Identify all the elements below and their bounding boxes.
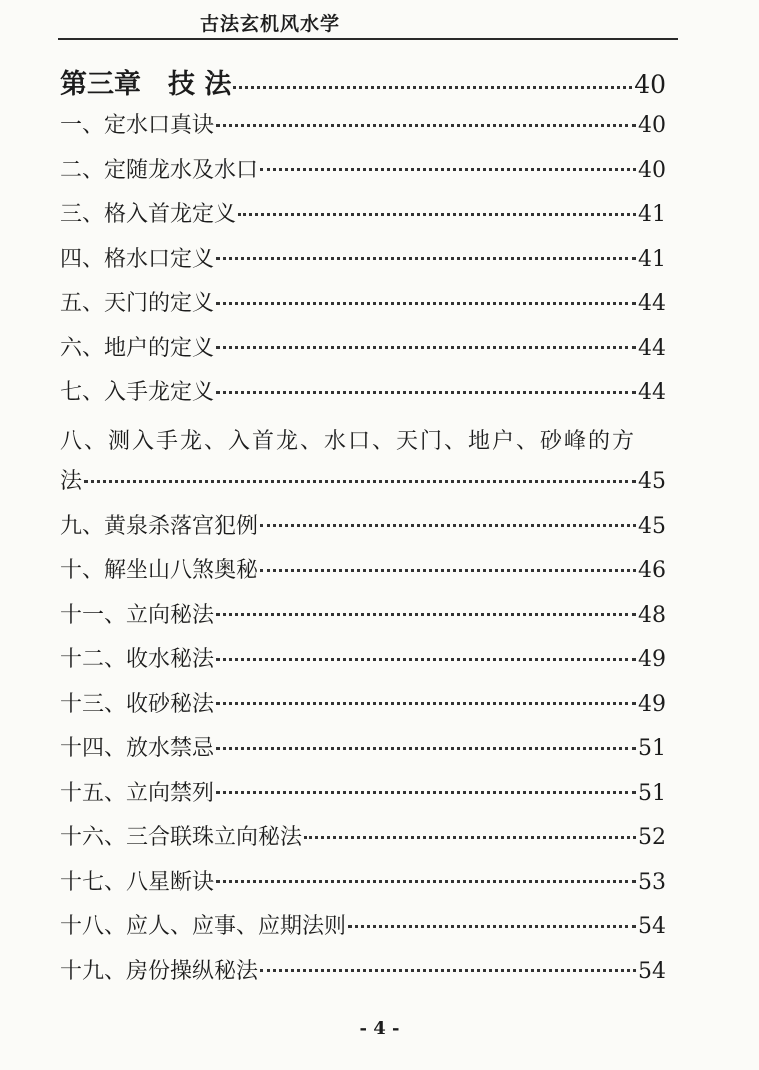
toc-entry-page: 44 — [638, 335, 666, 361]
table-of-contents — [60, 62, 666, 998]
dot-leader — [216, 791, 636, 794]
toc-entry-label: 十五、立向禁列 — [60, 780, 215, 806]
dot-leader — [216, 702, 636, 705]
toc-entry-label: 四、格水口定义 — [60, 246, 215, 272]
toc-entry-page: 48 — [638, 602, 666, 628]
chapter-title: 第三章 技 法 — [60, 69, 232, 100]
toc-entry-page: 53 — [638, 869, 666, 895]
toc-entry-page: 45 — [638, 513, 666, 539]
toc-entry[interactable] — [60, 776, 666, 821]
toc-entry-page: 51 — [638, 736, 666, 761]
dot-leader — [216, 124, 636, 127]
dot-leader — [260, 569, 636, 572]
dot-leader — [260, 168, 636, 171]
running-header — [58, 0, 678, 40]
toc-entry[interactable] — [60, 509, 666, 554]
chapter-page: 40 — [634, 70, 666, 99]
dot-leader — [216, 747, 636, 750]
toc-entry[interactable] — [60, 197, 666, 242]
toc-entry[interactable] — [60, 153, 666, 198]
toc-entry-label: 十二、收水秘法 — [60, 647, 215, 672]
toc-entry-page: 44 — [638, 291, 666, 316]
chapter-heading[interactable] — [60, 62, 666, 108]
dot-leader — [238, 213, 636, 216]
toc-entry[interactable] — [60, 954, 666, 999]
toc-entry-wrapped[interactable] — [60, 420, 666, 509]
toc-entry[interactable] — [60, 731, 666, 776]
toc-entry-label: 三、格入首龙定义 — [60, 202, 237, 227]
toc-entry[interactable] — [60, 820, 666, 865]
toc-entry-label: 十七、八星断诀 — [60, 869, 215, 895]
toc-entry-page: 40 — [638, 157, 666, 183]
toc-entry[interactable] — [60, 242, 666, 287]
book-title: 古法玄机风水学 — [200, 13, 341, 35]
toc-entry[interactable] — [60, 642, 666, 687]
toc-entry-page: 45 — [638, 469, 666, 494]
toc-entry[interactable] — [60, 909, 666, 954]
toc-entry-label-line1: 八、测入手龙、入首龙、水口、天门、地户、砂峰的方 — [60, 428, 637, 454]
toc-entry-page: 49 — [638, 691, 666, 717]
dot-leader — [304, 836, 636, 839]
toc-entry-label: 六、地户的定义 — [60, 335, 215, 361]
toc-entry-page: 52 — [638, 825, 666, 850]
toc-entry-label: 十六、三合联珠立向秘法 — [60, 825, 303, 850]
toc-entry-page: 54 — [638, 958, 666, 984]
toc-entry-label: 十三、收砂秘法 — [60, 691, 215, 717]
toc-entry-label: 十四、放水禁忌 — [60, 736, 215, 761]
toc-entry-label: 二、定随龙水及水口 — [60, 157, 259, 183]
toc-entry-label: 十九、房份操纵秘法 — [60, 958, 259, 984]
page-number: - 4 - — [359, 1018, 400, 1039]
toc-entry-label: 七、入手龙定义 — [60, 380, 215, 405]
toc-entry[interactable] — [60, 553, 666, 598]
toc-entry-page: 54 — [638, 914, 666, 939]
toc-entry-label: 十八、应人、应事、应期法则 — [60, 914, 347, 939]
dot-leader — [216, 302, 636, 305]
toc-entry[interactable] — [60, 331, 666, 376]
toc-entry-page: 49 — [638, 647, 666, 672]
toc-entry-page: 40 — [638, 113, 666, 138]
toc-entry-page: 44 — [638, 380, 666, 405]
toc-entry-page: 41 — [638, 202, 666, 227]
toc-entry[interactable] — [60, 865, 666, 910]
dot-leader — [216, 391, 636, 394]
toc-entry-page: 46 — [638, 558, 666, 583]
dot-leader — [84, 480, 636, 483]
dot-leader — [348, 925, 636, 928]
toc-entry-label-line2: 法 — [60, 469, 83, 494]
dot-leader — [233, 86, 632, 89]
toc-entry-label: 十、解坐山八煞奥秘 — [60, 558, 259, 583]
dot-leader — [216, 880, 636, 883]
toc-entry-label: 九、黄泉杀落宫犯例 — [60, 513, 259, 539]
toc-entry[interactable] — [60, 286, 666, 331]
dot-leader — [260, 969, 636, 972]
toc-entry[interactable] — [60, 375, 666, 420]
toc-entry-label: 一、定水口真诀 — [60, 113, 215, 138]
toc-entry-page: 41 — [638, 246, 666, 272]
dot-leader — [216, 613, 636, 616]
dot-leader — [216, 346, 636, 349]
dot-leader — [260, 524, 636, 527]
toc-entry[interactable] — [60, 598, 666, 643]
toc-entry[interactable] — [60, 108, 666, 153]
toc-entry-page: 51 — [638, 780, 666, 806]
dot-leader — [216, 658, 636, 661]
toc-entry-label: 五、天门的定义 — [60, 291, 215, 316]
toc-entry-label: 十一、立向秘法 — [60, 602, 215, 628]
toc-entry[interactable] — [60, 687, 666, 732]
dot-leader — [216, 257, 636, 260]
